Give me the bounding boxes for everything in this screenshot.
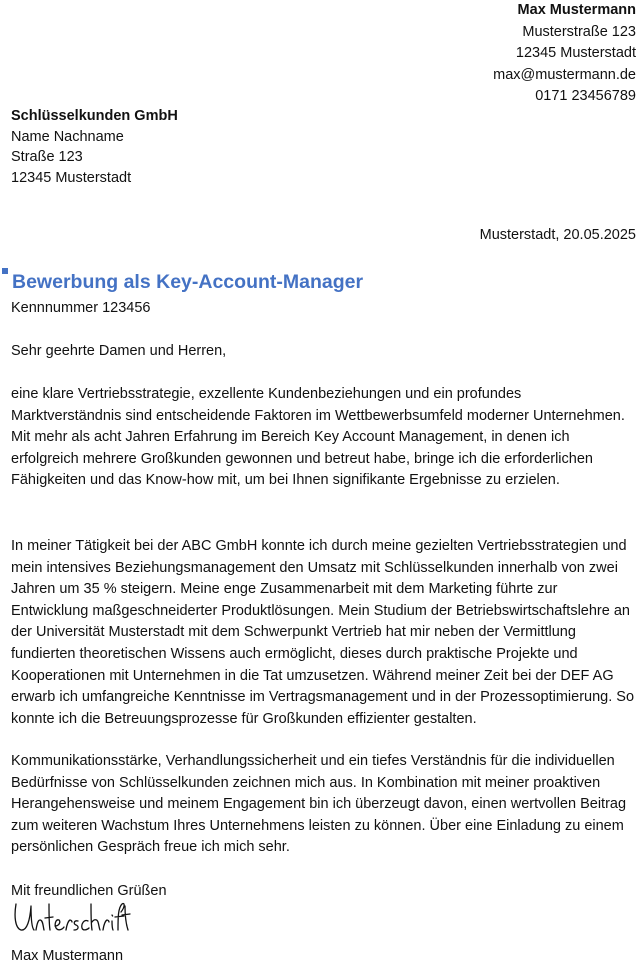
letter-subject: Bewerbung als Key-Account-Manager	[12, 271, 364, 293]
sender-address-block	[493, 0, 636, 108]
sender-street: Musterstraße 123	[522, 23, 636, 40]
body-paragraph-1: eine klare Vertriebsstrategie, exzellente Kundenbeziehungen und ein profundes Marktverständnis sind entscheidende Faktoren im Wettbewerbsumfeld moderner Unternehmen. Mit mehr als acht Jahren Erfahrung im Bereich Key Account Management, in denen ich erfolgreich mehrere Großkunden gewonnen und betreut habe, bringe ich die erforderlichen Fähigkeiten und das Know-how mit, um bei Ihnen signifikante Ergebnisse zu erzielen.	[11, 386, 625, 489]
sender-name: Max Mustermann	[517, 2, 636, 18]
sender-phone: 0171 23456789	[535, 88, 636, 104]
recipient-street: Straße 123	[11, 149, 83, 165]
sender-email[interactable]: max@mustermann.de	[493, 66, 636, 83]
subject-marker	[2, 268, 8, 274]
body-paragraph-2: In meiner Tätigkeit bei der ABC GmbH konnte ich durch meine gezielten Vertriebsstrategien und mein intensives Beziehungsmanagement den Umsatz mit Schlüsselkunden innerhalb von zwei Jahren um 35 % steigern. Meine enge Zusammenarbeit mit dem Marketing führte zur Entwicklung maßgeschneiderter Produktlösungen. Mein Studium der Betriebswirtschaftslehre an der Universität Musterstadt mit dem Schwerpunkt Vertrieb hat mir neben der Vermittlung fundierten theoretischen Wissens auch ermöglicht, dieses durch praktische Projekte und Kooperationen mit Unternehmen in die Tat umzusetzen. Während meiner Zeit bei der DEF AG erwarb ich umfangreiche Kenntnisse im Vertragsmanagement und in der Prozessoptimierung. So konnte ich die Betreuungsprozesse für Großkunden effizienter gestalten.	[11, 538, 635, 727]
recipient-company: Schlüsselkunden GmbH	[11, 108, 178, 124]
sender-city: 12345 Musterstadt	[515, 45, 636, 61]
recipient-contact: Name Nachname	[11, 128, 124, 145]
handwritten-signature	[12, 898, 132, 942]
signer-name: Max Mustermann	[11, 948, 124, 964]
salutation: Sehr geehrte Damen und Herren,	[11, 343, 227, 359]
closing-phrase: Mit freundlichen Grüßen	[11, 883, 167, 899]
reference-number: Kennnummer 123456	[11, 300, 151, 316]
letter-date: Musterstadt, 20.05.2025	[479, 227, 636, 243]
body-paragraph-3: Kommunikationsstärke, Verhandlungssicherheit und ein tiefes Verständnis für die individuellen Bedürfnisse von Schlüsselkunden zeichnen mich aus. In Kombination mit meiner proaktiven Herangehensweise und meinem Engagement bin ich überzeugt davon, einen wertvollen Beitrag zum weiteren Wachstum Ihres Unternehmens leisten zu können. Über eine Einladung zu einem persönlichen Gespräch freue ich mich sehr.	[11, 753, 627, 856]
recipient-address-block	[11, 106, 178, 188]
recipient-city: 12345 Musterstadt	[11, 169, 132, 186]
